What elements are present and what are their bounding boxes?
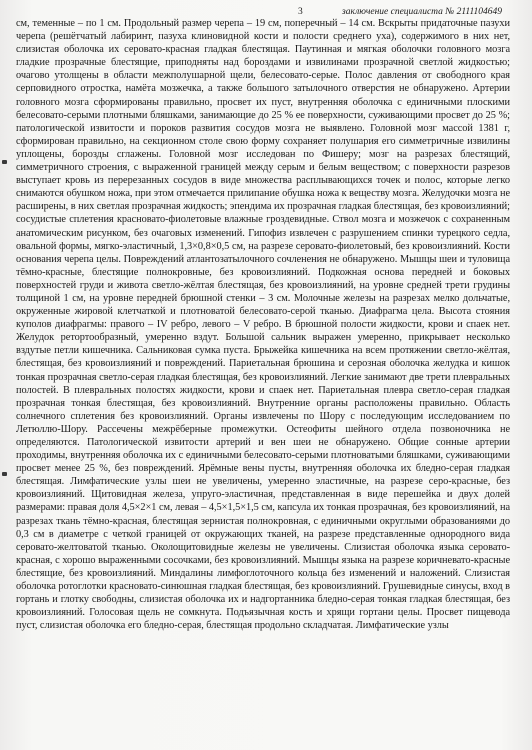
page-number: 3: [298, 7, 303, 17]
page-header: [0, 4, 532, 18]
document-body: [16, 17, 510, 748]
document-reference: заключение специалиста № 2111104649: [342, 7, 502, 17]
margin-punch-mark: [2, 472, 7, 476]
margin-punch-mark: [2, 160, 7, 164]
body-paragraph: см, теменные – по 1 см. Продольный размер черепа – 19 см, поперечный – 14 см. Вскрыты придаточные пазухи черепа (решётчатый лабиринт, пазуха клиновидной кости и полости среднего уха), содержимого в них нет, слизистая оболочка их серовато-красная гладкая блестящая. Паутинная и мягкая оболочки головного мозга гладкие прозрачные блестящие, приподняты над бороздами и извилинами прозрачной светлой жидкостью; очагово утолщены в области межполушарной щели, белесовато-серые. Полос давления от свободного края серповидного отростка, намёта мозжечка, а также большого затылочного отверстия не обнаружено. Артерии головного мозга сформированы правильно, просвет их пуст, внутренняя оболочка с единичными плоскими белесовато-серыми плотными бляшками, занимающие до 25 % ее поверхности, суживающими просвет до 25 %; патологической извитости и пороков развития сосудов мозга не выявлено. Головной мозг массой 1381 г, сформирован правильно, на секционном столе свою форму сохраняет полушария его симметричные извилины уплощены, борозды сглажены. Головной мозг исследован по Фишеру; мозг на разрезах блестящий, симметричного строения, с выраженной границей между серым и белым веществом; с поверхности разрезов выступает кровь из перерезанных сосудов в виде множества расплывающихся точек и полос, которые легко снимаются обушком ножа, при этом отмечается прилипание обушка ножа к веществу мозга. Желудочки мозга не расширены, в них светлая прозрачная жидкость; эпендима их прозрачная гладкая блестящая, без кровоизлияний; сосудистые сплетения красновато-фиолетовые влажные гроздевидные. Ствол мозга и мозжечок с сохраненным анатомическим рисунком, без очаговых изменений. Гипофиз извлечен с разрушением спинки турецкого седла, овальной формы, мягко-эластичный, 1,3×0,8×0,5 см, на разрезе серовато-фиолетовый, без кровоизлияний. Кости основания черепа целы. Повреждений атлантозатылочного сочленения не обнаружено. Мышцы шеи и туловища тёмно-красные, блестящие полнокровные, без кровоизлияний. Подкожная основа передней и боковых поверхностей груди и живота светло-жёлтая блестящая, без кровоизлияний, на уровне средней трети грудины толщиной 1 см, на уровне передней брюшной стенки – 3 см. Молочные железы на разрезах мелко дольчатые, окруженные жировой клетчаткой и плотноватой белесовато-серой тканью. Диафрагма цела. Высота стояния куполов диафрагмы: правого – IV ребро, левого – V ребро. В брюшной полости жидкости, крови и спаек нет. Желудок ретортообразный, умеренно вздут. Большой сальник выражен умеренно, прикрывает несколько вздутые петли кишечника. Сальниковая сумка пуста. Брыжейка кишечника на всем протяжении светло-жёлтая, блестящая, без кровоизлияний и повреждений. Париетальная брюшина и серозная оболочка желудка и кишок тонкая прозрачная светло-серая гладкая блестящая, без кровоизлияний. Легкие занимают две трети плевральных полостей. В плевральных полостях жидкости, крови и спаек нет. Париетальная плевра светло-серая гладкая прозрачная тонкая блестящая, без кровоизлияний. Внутренние органы расположены правильно. Область солнечного сплетения без кровоизлияний. Органы извлечены по Шору с последующим исследованием по Летюллю-Шору. Рассечены межрёберные промежутки. Остеофиты шейного отдела позвоночника не определяются. Патологической извитости артерий и вен шеи не обнаружено. Общие сонные артерии проходимы, внутренняя оболочка их с единичными белесовато-серыми плотноватыми бляшками, суживающими просвет менее 25 %, без повреждений. Ярёмные вены пусты, внутренняя оболочка их бледно-серая гладкая блестящая. Лимфатические узлы шеи не увеличены, умеренно эластичные, на разрезе серо-красные, без кровоизлияний. Щитовидная железа, упруго-эластичная, представленная в виде перешейка и двух долей размерами: правая доля 4,5×2×1 см, левая – 4,5×1,5×1,5 см, капсула их тонкая прозрачная, без кровоизлияний, на разрезах ткань тёмно-красная, блестящая зернистая полнокровная, с единичными округлыми образованиями до 0,3 см в диаметре с четкой границей от окружающих тканей, на разрезе представленные однородного вида серовато-желтоватой тканью. Околощитовидные железы не увеличены. Слизистая оболочка языка серовато-красная, с хорошо выраженными сосочками, без кровоизлияний. Мышцы языка на разрезе коричневато-красные блестящие, без кровоизлияний. Миндалины лимфоглоточного кольца без изменений и наложений. Слизистая оболочка ротоглотки красновато-синюшная гладкая блестящая, без кровоизлияний. Грушевидные синусы, вход в гортань и глотку свободны, слизистая оболочка их и надгортанника бледно-серая тонкая гладкая блестящая, без кровоизлияний. Голосовая щель не сомкнута. Подъязычная кость и хрящи гортани целы. Просвет пищевода пуст, слизистая оболочка его бледно-серая, блестящая продольно складчатая. Лимфатические узлы: [16, 18, 510, 632]
